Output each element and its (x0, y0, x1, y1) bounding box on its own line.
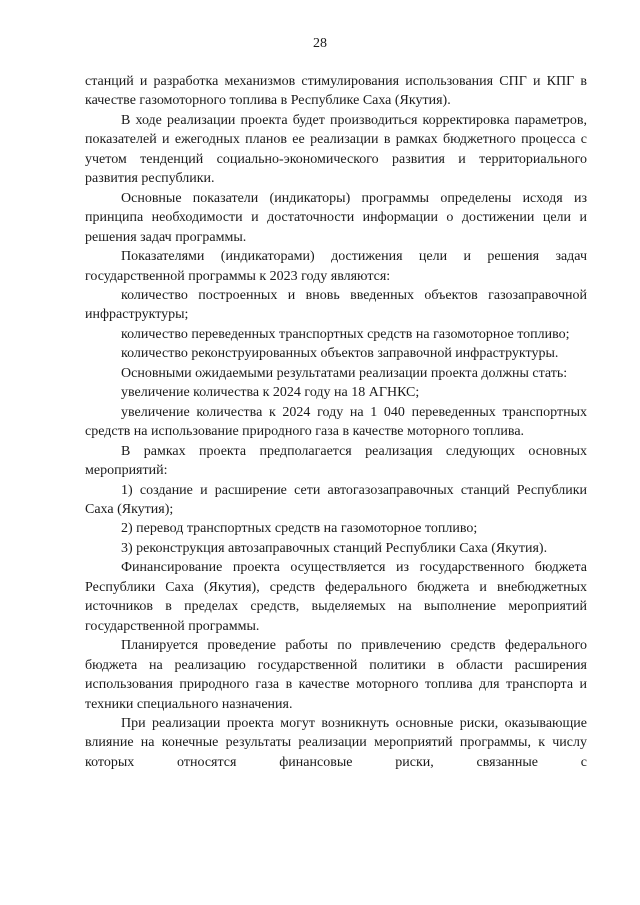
list-item: 3) реконструкция автозаправочных станций Республики Саха (Якутия). (121, 540, 548, 556)
page-number: 28 (313, 36, 327, 51)
paragraph: станций и разработка механизмов стимулирования использования СПГ и КПГ в качестве газомоторного топлива в Республике Саха (Якутия). (85, 74, 587, 109)
paragraph: Основные показатели (индикаторы) программы определены исходя из принципа необходимости и достаточности информации о достижении цели и решения задач программы. (85, 190, 587, 245)
paragraph: Основными ожидаемыми результатами реализации проекта должны стать: (121, 365, 568, 381)
list-item: количество построенных и вновь введенных объектов газозаправочной инфраструктуры; (85, 287, 587, 323)
list-item: увеличение количества к 2024 году на 18 АГНКС; (121, 385, 420, 401)
paragraph: Планируется проведение работы по привлечению средств федерального бюджета на реализацию государственной политики в области расширения использования природного газа в качестве моторного топлива для транспорта и техники специального назначения. (85, 638, 587, 712)
paragraph: В ходе реализации проекта будет производиться корректировка параметров, показателей и ежегодных планов ее реализации в рамках бюджетного процесса с учетом тенденций социально-экономического развития и территориального развития республики. (85, 112, 587, 187)
list-item: количество переведенных транспортных средств на газомоторное топливо; (121, 326, 570, 342)
list-item: количество реконструированных объектов заправочной инфраструктуры. (121, 346, 559, 362)
list-item: 2) перевод транспортных средств на газомоторное топливо; (121, 521, 478, 537)
paragraph: В рамках проекта предполагается реализация следующих основных мероприятий: (85, 443, 587, 479)
paragraph: Показателями (индикаторами) достижения цели и решения задач государственной программы к 2023 году являются: (85, 249, 587, 284)
list-item: увеличение количества к 2024 году на 1 040 переведенных транспортных средств на использование природного газа в качестве моторного топлива. (85, 404, 587, 440)
paragraph: Финансирование проекта осуществляется из государственного бюджета Республики Саха (Якутия), средств федерального бюджета и внебюджетных источников в пределах средств, выделяемых на выполнение мероприятий государственной программы. (85, 560, 587, 634)
document-body (85, 72, 587, 772)
list-item: 1) создание и расширение сети автогазозаправочных станций Республики Саха (Якутия); (85, 482, 587, 517)
paragraph: При реализации проекта могут возникнуть основные риски, оказывающие влияние на конечные результаты реализации мероприятий программы, к числу которых относятся финансовые риски, связанные с (85, 715, 587, 770)
